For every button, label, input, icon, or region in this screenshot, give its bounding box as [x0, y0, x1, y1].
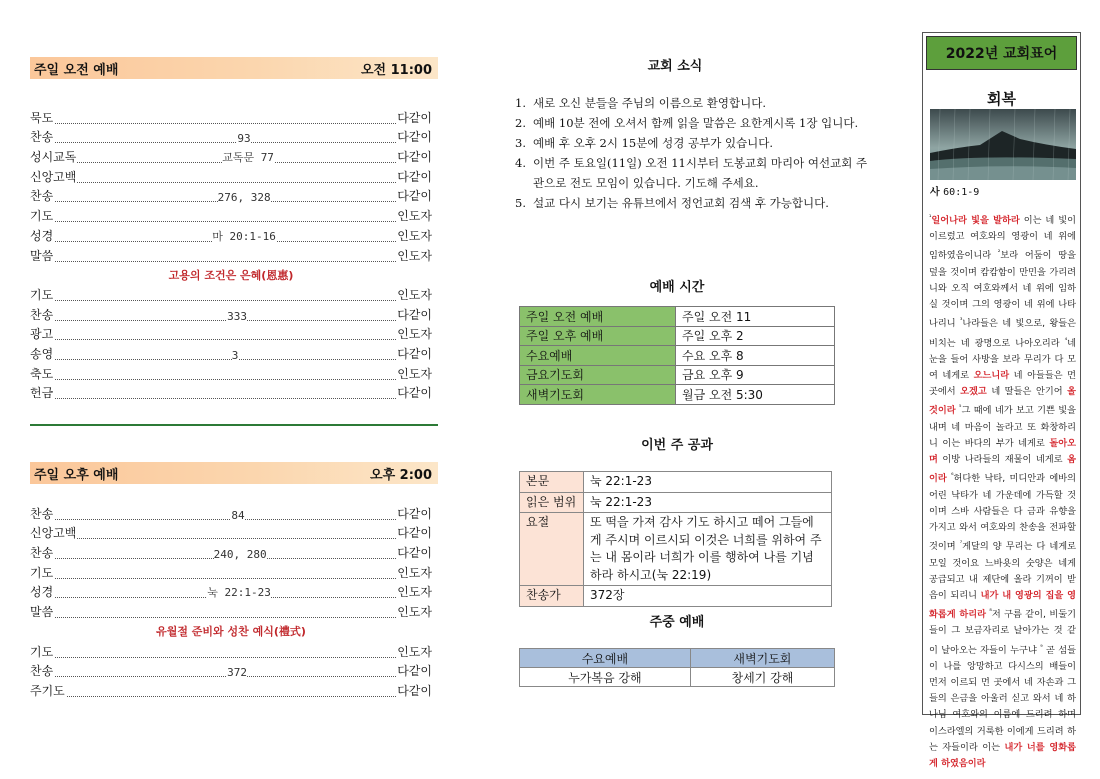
- service-item-leader-who: 다같이: [397, 506, 432, 521]
- service-item-label: 성경: [30, 585, 54, 600]
- lesson-value: 또 떡을 가져 감사 기도 하시고 떼어 그들에게 주시며 이르시되 이것은 너희를 위하여 주는 내 몸이라 너희가 이를 행하여 나를 기념하라 하시고(눅 22:19): [584, 513, 832, 586]
- service-item-label: 말씀: [30, 605, 54, 620]
- service-item-leader: [30, 221, 432, 222]
- verse-text: 나라들은 네 빛으로, 왕들은 비치는 네 광명으로 나아오리라: [929, 318, 1076, 349]
- schedule-row: [520, 307, 835, 327]
- service-item-label: 묵도: [30, 110, 54, 125]
- service-item-leader-who: 다같이: [397, 169, 432, 184]
- verse-highlight: 오느니라: [973, 370, 1010, 382]
- verse-number: ⁴: [1064, 336, 1068, 344]
- news-item-number: 4.: [515, 156, 526, 170]
- service-item-leader: [30, 696, 432, 697]
- schedule-time: 주일 오전 11: [676, 307, 835, 327]
- service-item-label: 찬송: [30, 130, 54, 145]
- service-item-label: 성시교독: [30, 150, 77, 165]
- verse-text: 게달의 양 무리는 다 네게로 모일 것이요 느바욧의 숫양은 네게 공급되고 내 제단에 올라 기꺼이 받음이 되리니: [929, 541, 1077, 601]
- mountain-landscape-image: [930, 109, 1076, 180]
- morning-order-of-worship: [30, 108, 432, 403]
- lesson-value: 눅 22:1-23: [584, 472, 832, 493]
- verse-highlight: 올 것이라: [929, 386, 1076, 417]
- verse-text: 보라 어둠이 땅을 덮을 것이며 캄캄함이 만민을 가리려니와 오직 여호와께서 네 위에 임하실 것이며 그의 영광이 네 위에 나타나리니: [929, 250, 1076, 330]
- news-item-text: 예배 10분 전에 오셔서 함께 읽을 말씀은 요한계시록 1장 입니다.: [533, 116, 859, 130]
- verse-text: 네 아들들은 먼 곳에서: [929, 370, 1076, 398]
- service-item-leader-who: 다같이: [397, 130, 432, 145]
- service-item-label: 찬송: [30, 307, 54, 322]
- service-item: [30, 246, 432, 266]
- service-item-detail: 교독문 77: [222, 151, 274, 165]
- verse-highlight: 일어나라 빛을 발하라: [931, 215, 1020, 227]
- schedule-service-name: 수요예배: [520, 346, 676, 366]
- news-item: [515, 133, 870, 153]
- sermon-title: 유월절 준비와 성찬 예식(禮式): [156, 625, 306, 639]
- service-item-detail: 눅 22:1-23: [207, 586, 271, 600]
- service-item-label: 기도: [30, 287, 54, 302]
- service-item-leader-who: 인도자: [397, 366, 432, 381]
- service-item-label: 말씀: [30, 248, 54, 263]
- service-item: [30, 147, 432, 167]
- service-item: [30, 583, 432, 603]
- verse-number: ¹: [929, 214, 932, 221]
- verse-number: ²: [997, 249, 1001, 257]
- verse-text: 그 때에 네가 보고 기쁜 빛을 내며 네 마음이 놀라고 또 화창하리니 이는 바다의 부가 네게로: [929, 405, 1076, 449]
- afternoon-service-header: [30, 462, 438, 484]
- verse-highlight: 돌아오며: [929, 437, 1076, 466]
- lesson-value: 눅 22:1-23: [584, 492, 832, 513]
- service-item-label: 기도: [30, 644, 54, 659]
- service-item-label: 찬송: [30, 546, 54, 561]
- service-item-leader-who: 다같이: [397, 150, 432, 165]
- service-item-leader: [30, 142, 432, 143]
- service-item-leader: [30, 538, 432, 539]
- lesson-row: [520, 513, 832, 586]
- service-item-label: 성경: [30, 228, 54, 243]
- service-item: [30, 662, 432, 682]
- service-item-label: 기도: [30, 209, 54, 224]
- service-item-label: 찬송: [30, 506, 54, 521]
- reference-book: 사: [930, 187, 940, 198]
- verse-highlight: 오겠고: [960, 386, 987, 398]
- service-item-detail: 372: [227, 666, 247, 680]
- afternoon-service-time: 오후 2:00: [370, 467, 432, 483]
- lesson-key: 본문: [520, 472, 584, 493]
- service-item-leader-who: 인도자: [397, 327, 432, 342]
- service-item-leader-who: 인도자: [397, 565, 432, 580]
- service-item-leader: [30, 261, 432, 262]
- lesson-key: 읽은 범위: [520, 492, 584, 513]
- service-item-label: 광고: [30, 327, 54, 342]
- lesson-key: 요절: [520, 513, 584, 586]
- service-item-leader: [30, 300, 432, 301]
- verse-highlight: 옴이라: [929, 454, 1076, 485]
- schedule-row: [520, 385, 835, 405]
- afternoon-order-of-worship: [30, 504, 432, 701]
- service-item-leader: [30, 182, 432, 183]
- afternoon-service-title: 주일 오후 예배: [34, 467, 119, 483]
- service-item-leader: [30, 617, 432, 618]
- service-item-leader: [30, 379, 432, 380]
- service-item: [30, 167, 432, 187]
- service-item-leader-who: 다같이: [397, 664, 432, 679]
- verse-text: 네 딸들은 안기어: [986, 386, 1068, 398]
- service-item-detail: 84: [231, 508, 245, 522]
- news-item: [515, 93, 870, 113]
- service-item: [30, 504, 432, 524]
- verse-text: 이는 네 빛이 이르렀고 여호와의 영광이 네 위에 임하였음이니라: [929, 215, 1076, 262]
- reference-verse: 60:1-9: [943, 187, 980, 198]
- weekday-value-wed: 누가복음 강해: [520, 668, 691, 687]
- service-item: [30, 563, 432, 583]
- lesson-row: [520, 492, 832, 513]
- sermon-title: 고용의 조건은 은혜(恩惠): [168, 268, 294, 282]
- verse-number: ⁹: [1040, 643, 1043, 651]
- service-item-leader-who: 다같이: [397, 110, 432, 125]
- schedule-time: 월금 오전 5:30: [676, 385, 835, 405]
- service-item-label: 찬송: [30, 189, 54, 204]
- schedule-time: 금요 오후 9: [676, 365, 835, 385]
- schedule-row: [520, 326, 835, 346]
- weekday-title: 주중 예배: [649, 615, 705, 630]
- service-item-leader: [30, 339, 432, 340]
- service-item-detail: 333: [227, 309, 247, 323]
- service-item-leader: [30, 657, 432, 658]
- news-title: 교회 소식: [647, 59, 703, 74]
- weekday-header-dawn: 새벽기도회: [690, 649, 834, 668]
- lesson-row: [520, 472, 832, 493]
- schedule-service-name: 주일 오전 예배: [520, 307, 676, 327]
- service-item: [30, 681, 432, 701]
- service-item: [30, 364, 432, 384]
- verse-number: ⁷: [959, 540, 963, 548]
- schedule-time: 수요 오후 8: [676, 346, 835, 366]
- lesson-title: 이번 주 공과: [641, 438, 713, 453]
- news-item: [515, 193, 870, 213]
- schedule-service-name: 새벽기도회: [520, 385, 676, 405]
- service-item-leader-who: 다같이: [397, 546, 432, 561]
- news-item: [515, 153, 870, 193]
- service-item: [30, 305, 432, 325]
- service-item: [30, 206, 432, 226]
- motto-year-title: 2022년 교회표어: [926, 36, 1077, 70]
- lesson-value: 372장: [584, 586, 832, 607]
- verse-highlight: 내가 내 영광의 집을 영화롭게 하리라: [929, 589, 1077, 621]
- service-item-leader-who: 인도자: [397, 209, 432, 224]
- news-item-text: 예배 후 오후 2시 15분에 성경 공부가 있습니다.: [533, 136, 774, 150]
- news-item: [515, 113, 870, 133]
- service-item: [30, 524, 432, 544]
- service-item-leader-who: 인도자: [397, 644, 432, 659]
- verse-text: 저 구름 같이, 비둘기들이 그 보금자리로 날아가는 것 같이 날아오는 자들이 누구냐: [929, 609, 1077, 656]
- service-item-label: 축도: [30, 366, 54, 381]
- schedule-row: [520, 365, 835, 385]
- morning-service-title: 주일 오전 예배: [34, 62, 119, 78]
- service-item-detail: 3: [231, 348, 239, 362]
- lesson-row: [520, 586, 832, 607]
- service-item: [30, 543, 432, 563]
- news-item-number: 2.: [515, 116, 526, 130]
- service-item-detail: 276, 328: [217, 191, 271, 205]
- verse-text: 허다한 낙타, 미디안과 에바의 어린 낙타가 네 가운데에 가득할 것이며 스바 사람들은 다 금과 유향을 가지고 와서 여호와의 찬송을 전파할 것이며: [929, 473, 1077, 553]
- service-item-leader-who: 다같이: [397, 189, 432, 204]
- service-item-leader-who: 인도자: [397, 585, 432, 600]
- news-item-number: 1.: [515, 96, 526, 110]
- news-item-text: 새로 오신 분들을 주님의 이름으로 환영합니다.: [533, 96, 767, 110]
- morning-service-header: [30, 57, 438, 79]
- morning-service-time: 오전 11:00: [360, 62, 432, 78]
- service-item: [30, 642, 432, 662]
- news-item-text: 이번 주 토요일(11일) 오전 11시부터 도봉교회 마리아 여선교회 주관으로 전도 모임이 있습니다. 기도해 주세요.: [533, 156, 868, 190]
- schedule-service-name: 주일 오후 예배: [520, 326, 676, 346]
- motto-word: 회복: [987, 90, 1016, 108]
- service-item-detail: 240, 280: [213, 548, 267, 562]
- service-item: [30, 285, 432, 305]
- service-item-leader-who: 인도자: [397, 287, 432, 302]
- schedule-row: [520, 346, 835, 366]
- service-item-detail: 마 20:1-16: [212, 229, 276, 243]
- service-item: [30, 602, 432, 622]
- verse-text: 네 눈을 들어 사방을 보라 무리가 다 모여 네게로: [929, 337, 1076, 382]
- service-item: [30, 344, 432, 364]
- scripture-text: [929, 210, 1076, 772]
- verse-number: ⁸: [989, 608, 992, 616]
- service-item-leader-who: 다같이: [397, 346, 432, 361]
- service-item-label: 기도: [30, 565, 54, 580]
- service-item-leader-who: 다같이: [397, 526, 432, 541]
- schedule-table: [519, 306, 835, 405]
- scripture-reference: [930, 183, 979, 198]
- service-item-leader: [30, 398, 432, 399]
- service-item-leader-who: 인도자: [397, 228, 432, 243]
- service-item-leader: [30, 123, 432, 124]
- news-list: [515, 93, 870, 213]
- service-item-label: 신앙고백: [30, 526, 77, 541]
- verse-number: ⁶: [951, 472, 954, 480]
- service-item: [30, 187, 432, 207]
- service-item: [30, 108, 432, 128]
- news-item-number: 5.: [515, 196, 526, 210]
- news-item-text: 설교 다시 보기는 유튜브에서 정언교회 검색 후 가능합니다.: [533, 196, 829, 210]
- service-item-detail: 93: [237, 132, 251, 146]
- verse-number: ⁵: [959, 404, 962, 412]
- news-item-number: 3.: [515, 136, 526, 150]
- schedule-service-name: 금요기도회: [520, 365, 676, 385]
- service-item-leader: [30, 578, 432, 579]
- service-item: [30, 226, 432, 246]
- service-item-label: 주기도: [30, 683, 65, 698]
- lesson-key: 찬송가: [520, 586, 584, 607]
- service-item: [30, 128, 432, 148]
- service-item: [30, 325, 432, 345]
- service-item-label: 송영: [30, 346, 54, 361]
- verse-text: 곧 섬들이 나를 앙망하고 다시스의 배들이 먼저 이르되 먼 곳에서 네 자손과 그들의 은금을 아울러 싣고 와서 네 하나님 여호와의 이름에 드리려 하며 이스라엘의 거룩한 이에게 드리려 하는 자들이라 이는: [929, 644, 1076, 753]
- service-item-label: 헌금: [30, 386, 54, 401]
- service-item-leader-who: 인도자: [397, 248, 432, 263]
- verse-number: ³: [959, 317, 963, 325]
- service-item-leader-who: 다같이: [397, 307, 432, 322]
- lesson-table: [519, 471, 832, 607]
- service-item-label: 찬송: [30, 664, 54, 679]
- schedule-time: 주일 오후 2: [676, 326, 835, 346]
- weekday-header-wed: 수요예배: [520, 649, 691, 668]
- service-item: [30, 384, 432, 404]
- schedule-title: 예배 시간: [649, 280, 705, 295]
- weekday-table: [519, 648, 835, 687]
- service-item-leader-who: 다같이: [397, 386, 432, 401]
- service-item-leader-who: 인도자: [397, 605, 432, 620]
- weekday-value-dawn: 창세기 강해: [690, 668, 834, 687]
- verse-highlight: 내가 너를 영화롭게 하였음이라: [929, 741, 1076, 770]
- verse-text: 이방 나라들의 재물이 네게로: [937, 454, 1068, 466]
- service-item-leader-who: 다같이: [397, 683, 432, 698]
- service-item-label: 신앙고백: [30, 169, 77, 184]
- section-divider: [30, 424, 438, 426]
